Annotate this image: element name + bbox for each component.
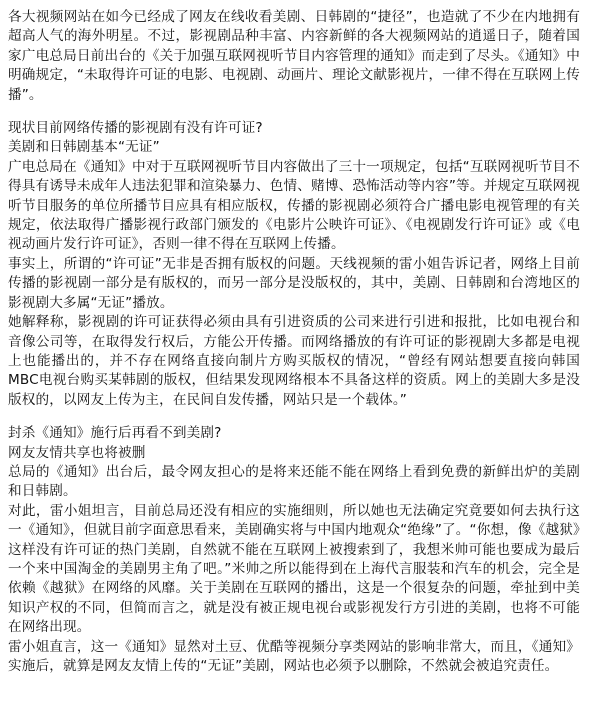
section2-paragraph-2: 对此，雷小姐坦言，目前总局还没有相应的实施细则，所以她也无法确定究竟要如何去执行这一《通知》，但就目前字面意思看来，美剧确实将与中国内地观众“绝缘”了。“你想，像《越狱》这样没有许可证的热门美剧，自然就不能在互联网上被搜索到了，我想米帅可能也要成为最后一个来中国淘金的美剧男主角了吧。”米帅之所以能得到在上海代言服装和汽车的机会，完全是依赖《越狱》在网络的风靡。关于美剧在互联网的播出，这是一个很复杂的问题，牵扯到中美知识产权的不同，但简而言之，就是没有被正规电视台或影视发行方引进的美剧，也将不可能在网络出现。	[8, 502, 580, 636]
section1-paragraph-3: 她解释称，影视剧的许可证获得必须由具有引进资质的公司来进行引进和报批，比如电视台和音像公司等，在取得发行权后，方能公开传播。而网络播放的有许可证的影视剧大多都是电视上也能播出的，并不存在网络直接向制片方购买版权的情况，“曾经有网站想要直接向韩国MBC电视台购买某韩剧的版权，但结果发现网络根本不具备这样的资质。网上的美剧大多是没版权的，以网友上传为主，在民间自发传播，网站只是一个载体。”	[8, 314, 580, 408]
section1-question: 现状目前网络传播的影视剧有没有许可证?	[8, 120, 263, 137]
section2-question: 封杀《通知》施行后再看不到美剧?	[8, 425, 222, 442]
section2-subtitle: 网友友情共享也将被删	[8, 444, 146, 461]
section2-paragraph-3: 雷小姐直言，这一《通知》显然对土豆、优酷等视频分享类网站的影响非常大，而且，《通知》实施后，就算是网友友情上传的“无证”美剧，网站也必须予以删除，不然就会被追究责任。	[8, 638, 580, 674]
section1-subtitle: 美剧和日韩剧基本“无证”	[8, 139, 160, 156]
section1-paragraph-2: 事实上，所谓的“许可证”无非是否拥有版权的问题。天线视频的雷小姐告诉记者，网络上目前传播的影视剧一部分是有版权的，而另一部分是没版权的，其中，美剧、日韩剧和台湾地区的影视剧大多属“无证”播放。	[8, 255, 580, 311]
section2-paragraph-1: 总局的《通知》出台后，最令网友担心的是将来还能不能在网络上看到免费的新鲜出炉的美剧和日韩剧。	[8, 463, 580, 500]
intro-paragraph: 各大视频网站在如今已经成了网友在线收看美剧、日韩剧的“捷径”，也造就了不少在内地拥有超高人气的海外明星。不过，影视剧品种丰富、内容新鲜的各大视频网站的逍遥日子，随着国家广电总局日前出台的《关于加强互联网视听节目内容管理的通知》而走到了尽头。《通知》中明确规定，“未取得许可证的电影、电视剧、动画片、理论文献影视片，一律不得在互联网上传播”。	[8, 9, 580, 103]
section1-paragraph-1: 广电总局在《通知》中对于互联网视听节目内容做出了三十一项规定，包括“互联网视听节目不得具有诱导未成年人违法犯罪和渲染暴力、色情、赌博、恐怖活动等内容”等。并规定互联网视听节目服务的单位所播节目应具有相应版权，传播的影视剧必须符合广播电影电视管理的有关规定，依法取得广播影视行政部门颁发的《电影片公映许可证》、《电视剧发行许可证》或《电视动画片发行许可证》，否则一律不得在互联网上传播。	[8, 158, 580, 253]
spacer	[8, 410, 580, 424]
spacer	[8, 105, 580, 119]
